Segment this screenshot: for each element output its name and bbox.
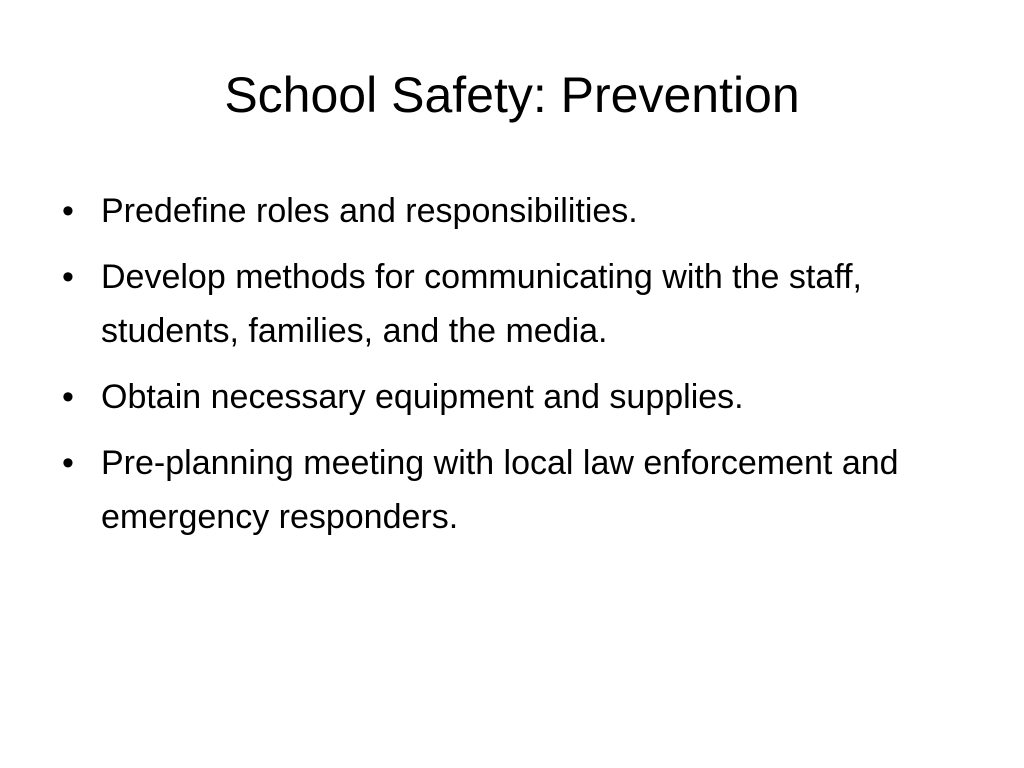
bullet-text: Obtain necessary equipment and supplies. [101, 378, 744, 416]
bullet-dot-icon: • [62, 192, 74, 230]
bullet-text: Develop methods for communicating with the staff, students, families, and the media. [101, 258, 862, 350]
bullet-list [62, 184, 962, 556]
bullet-dot-icon: • [62, 258, 74, 296]
bullet-item [62, 250, 962, 358]
bullet-item [62, 436, 962, 544]
bullet-item [62, 184, 962, 238]
bullet-item [62, 370, 962, 424]
slide-title: School Safety: Prevention [224, 67, 800, 123]
bullet-text: Predefine roles and responsibilities. [101, 192, 638, 230]
bullet-dot-icon: • [62, 444, 74, 482]
bullet-text: Pre-planning meeting with local law enforcement and emergency responders. [101, 444, 899, 536]
bullet-dot-icon: • [62, 378, 74, 416]
